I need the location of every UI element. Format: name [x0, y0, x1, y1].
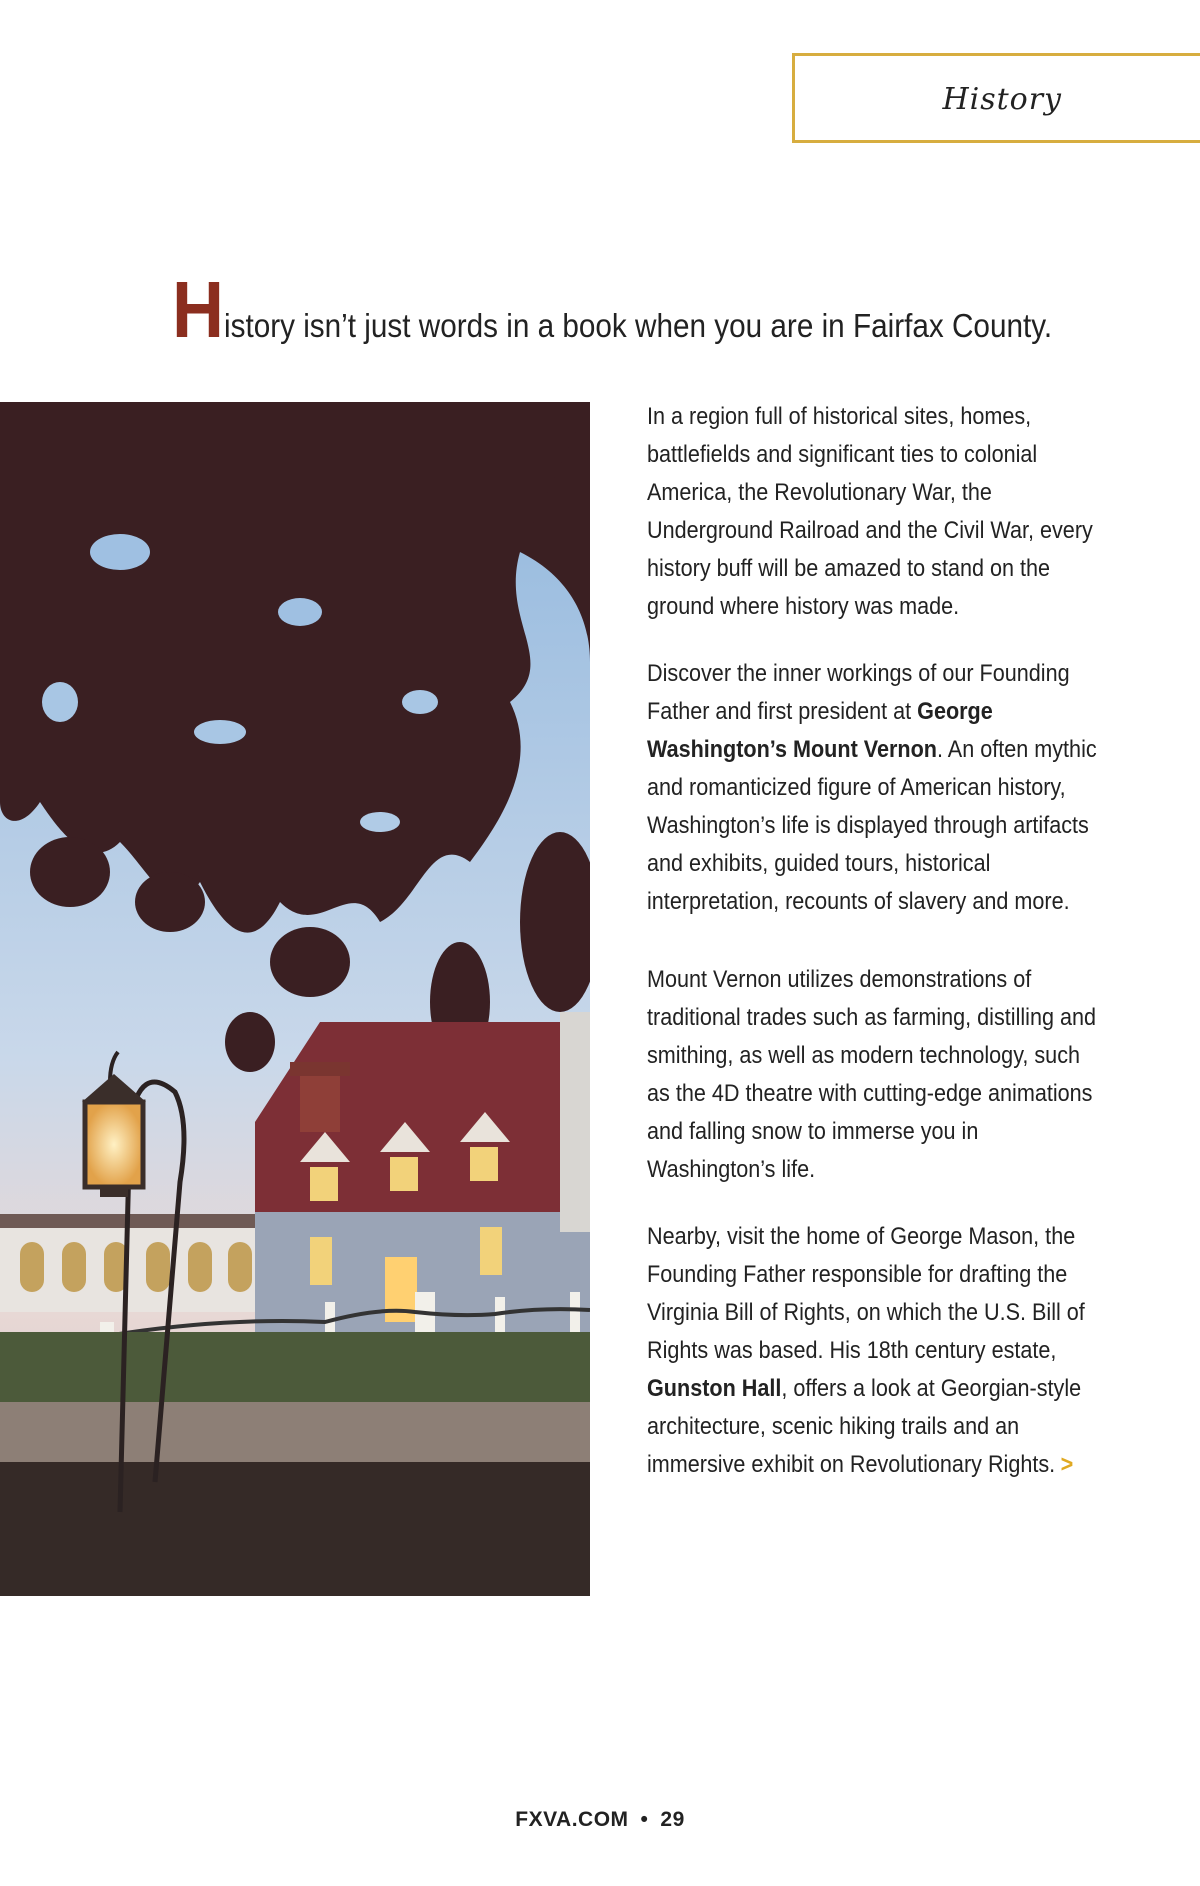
- mount-vernon-name: George Washington’s Mount Vernon: [647, 698, 993, 763]
- paragraph-2-rest: . An often mythic and romanticized figure of American history, Washington’s life is displayed through artifacts and exhibits, guided tours, historical interpretation, recounts of slavery and more.: [647, 736, 1097, 915]
- body-text: [647, 398, 1107, 1513]
- paragraph-4: [647, 1218, 1107, 1484]
- headline-text: istory isn’t just words in a book when you are in Fairfax County.: [224, 307, 1053, 344]
- section-tab: [792, 53, 1200, 143]
- mount-vernon-photo: [0, 402, 590, 1596]
- footer-site: FXVA.COM: [515, 1808, 629, 1831]
- footer-separator: •: [640, 1808, 649, 1831]
- page-footer: [0, 1808, 1200, 1832]
- gunston-hall-name: Gunston Hall: [647, 1375, 782, 1402]
- continue-arrow-icon[interactable]: >: [1060, 1451, 1074, 1478]
- page-number: 29: [660, 1808, 685, 1831]
- headline: [172, 265, 1072, 354]
- paragraph-3: Mount Vernon utilizes demonstrations of traditional trades such as farming, distilling and smithing, as well as modern technology, such as the 4D theatre with cutting-edge animations and falling snow to immerse you in Washington’s life.: [647, 966, 1097, 1183]
- paragraph-2: [647, 655, 1107, 921]
- paragraph-1: In a region full of historical sites, homes, battlefields and significant ties to colonial America, the Revolutionary War, the Underground Railroad and the Civil War, every history buff will be amazed to stand on the ground where history was made.: [647, 403, 1093, 620]
- paragraph-4-rest: , offers a look at Georgian-style architecture, scenic hiking trails and an immersive exhibit on Revolutionary Rights.: [647, 1375, 1082, 1478]
- paragraph-4-intro: Nearby, visit the home of George Mason, the Founding Father responsible for drafting the Virginia Bill of Rights, on which the U.S. Bill of Rights was based. His 18th century estate,: [647, 1223, 1085, 1364]
- headline-dropcap: H: [172, 265, 225, 354]
- paragraph-2-intro: Discover the inner workings of our Founding Father and first president at: [647, 660, 1070, 725]
- section-label: History: [942, 82, 1062, 117]
